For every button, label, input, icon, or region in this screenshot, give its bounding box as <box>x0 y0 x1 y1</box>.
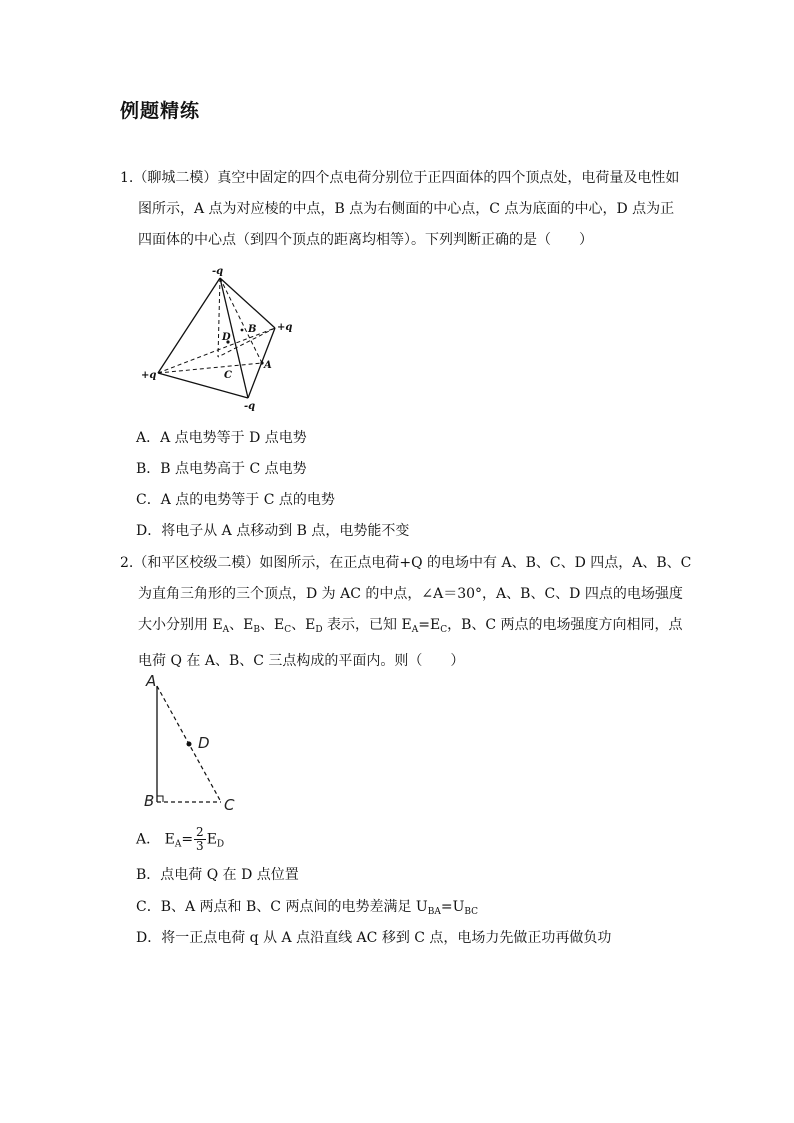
section-title: 例题精练 <box>120 100 201 122</box>
triangle-figure <box>140 670 244 816</box>
label-point-a: A <box>264 360 272 371</box>
label-left-charge: +q <box>141 370 157 381</box>
question-2-line-2: 为直角三角形的三个顶点，D 为 AC 的中点，∠A＝30°，A、B、C、D 四点的电场强度 <box>138 586 683 602</box>
question-1-option-a: A．A 点电势等于 D 点电势 <box>136 430 307 446</box>
question-2-line-4: 电荷 Q 在 A、B、C 三点构成的平面内。则（ ） <box>138 653 465 669</box>
question-1-line-1: 1.（聊城二模）真空中固定的四个点电荷分别位于正四面体的四个顶点处，电荷量及电性如 <box>120 170 680 186</box>
question-1-option-b: B．B 点电势高于 C 点电势 <box>136 461 307 477</box>
question-2-line-3: 大小分别用 $E_A$、$E_B$、$E_C$、$E_D$ 表示，已知 $E_A=E_C$，B、C 两点的电场强度方向相同，点 <box>138 617 683 635</box>
question-1-stem <box>120 163 679 256</box>
question-2-stem <box>120 548 691 677</box>
question-1-option-d: D．将电子从 A 点移动到 B 点，电势能不变 <box>136 523 410 539</box>
label-point-b: B <box>248 324 257 335</box>
fraction-two-thirds: $\frac{2}{3}$ <box>196 825 204 853</box>
label-top-charge: -q <box>212 266 224 277</box>
label-point-c: C <box>224 370 232 381</box>
label-vertex-b: B <box>144 792 155 810</box>
label-bottom-charge: -q <box>244 401 256 412</box>
question-1-line-3: 四面体的中心点（到四个顶点的距离均相等）。下列判断正确的是（ ） <box>138 232 593 248</box>
question-2-option-b: B．点电荷 Q 在 D 点位置 <box>136 867 299 883</box>
label-right-charge: +q <box>277 322 293 333</box>
question-1-line-2: 图所示，A 点为对应棱的中点，B 点为右侧面的中心点，C 点为底面的中心，D 点为正 <box>138 201 675 217</box>
question-2-option-d: D．将一正点电荷 q 从 A 点沿直线 AC 移到 C 点，电场力先做正功再做负功 <box>136 930 612 946</box>
question-2-line-1: 2.（和平区校级二模）如图所示，在正点电荷+Q 的电场中有 A、B、C、D 四点，A、B、C <box>120 555 692 571</box>
question-2-option-c: C．B、A 两点和 B、C 两点间的电势差满足 $U_{BA}=U_{BC}$ <box>136 899 479 917</box>
label-midpoint-d: D <box>198 734 210 752</box>
label-vertex-a: A <box>146 672 157 690</box>
label-vertex-c: C <box>224 796 235 814</box>
tetrahedron-figure <box>138 262 298 412</box>
question-2-option-a: A． $E_A=$ $\frac{2}{3}$ $E_D$ <box>136 825 225 853</box>
question-1-option-c: C．A 点的电势等于 C 点的电势 <box>136 492 335 508</box>
label-point-d: D <box>222 332 231 343</box>
